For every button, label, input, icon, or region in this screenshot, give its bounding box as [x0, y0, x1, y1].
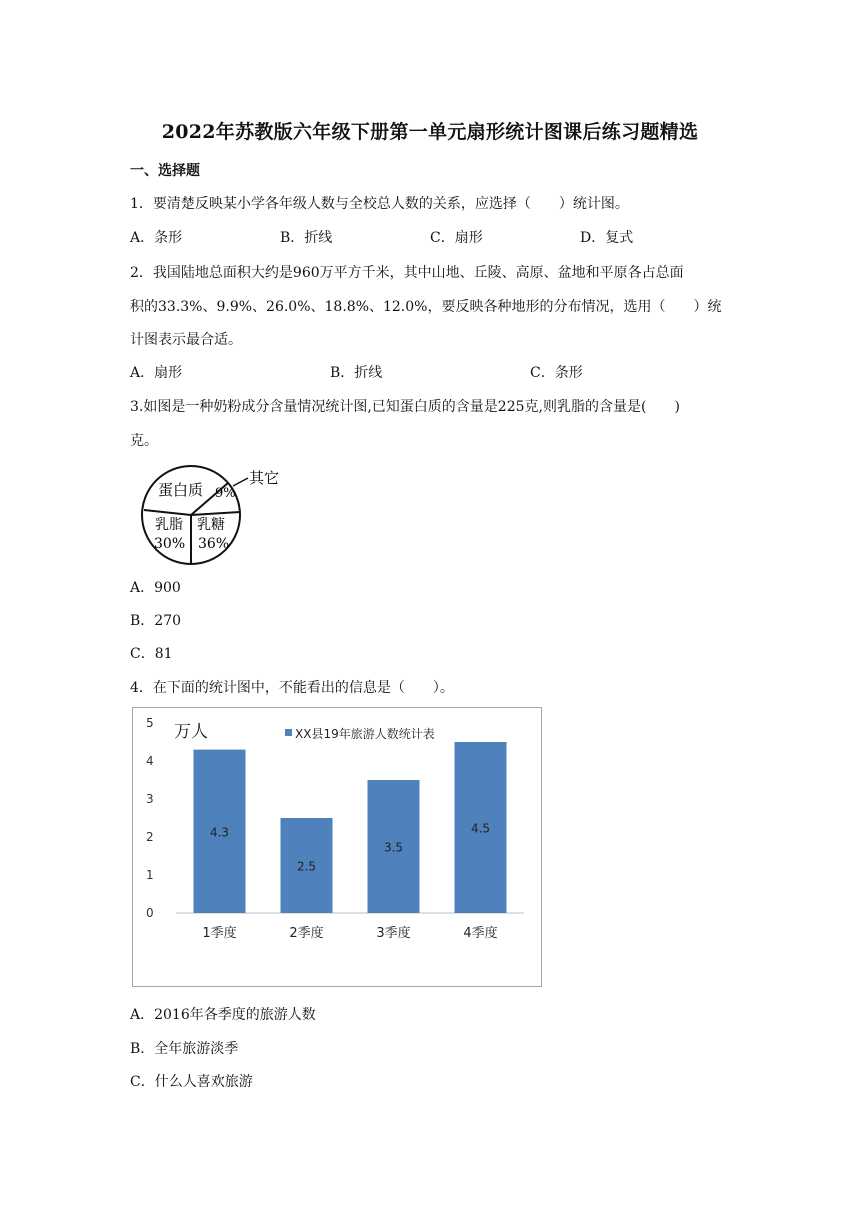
q4-option-c: C．什么人喜欢旅游	[130, 1074, 253, 1090]
question-3-stem-line1: 3.如图是一种奶粉成分含量情况统计图,已知蛋白质的含量是225克,则乳脂的含量是( )	[130, 399, 680, 415]
bar-data-label: 3.5	[383, 840, 404, 855]
legend-label: XX县19年旅游人数统计表	[295, 727, 435, 741]
pie-label-protein: 蛋白质	[158, 481, 204, 499]
pie-label-other-pct: 9%	[215, 486, 236, 501]
y-tick-label: 1	[146, 868, 154, 882]
q3-option-b: B．270	[130, 613, 182, 629]
q1-option-c: C．扇形	[430, 230, 483, 246]
bar-data-label: 4.5	[470, 821, 491, 836]
pie-divider-upper	[191, 512, 240, 515]
y-unit-label: 万人	[174, 722, 208, 742]
pie-label-lactose: 乳糖	[197, 517, 225, 533]
question-1-stem: 1．要清楚反映某小学各年级人数与全校总人数的关系，应选择（ ）统计图。	[130, 196, 629, 212]
pie-label-fat-pct: 30%	[154, 536, 186, 552]
q2-option-a: A．扇形	[130, 365, 183, 381]
q1-option-b: B．折线	[280, 230, 333, 246]
pie-label-other: 其它	[249, 469, 280, 487]
q4-option-b: B．全年旅游淡季	[130, 1041, 239, 1057]
x-category-label: 1季度	[202, 926, 237, 941]
question-4-stem: 4．在下面的统计图中，不能看出的信息是（ ）。	[130, 680, 454, 696]
pie-label-fat: 乳脂	[155, 517, 183, 533]
q3-option-c: C．81	[130, 646, 173, 662]
x-category-label: 2季度	[289, 926, 324, 941]
question-3-stem-line2: 克。	[130, 433, 158, 449]
question-2-stem-line3: 计图表示最合适。	[130, 332, 242, 348]
x-category-label: 4季度	[463, 926, 498, 941]
section-heading: 一、选择题	[130, 163, 200, 179]
pie-leader-line	[233, 478, 248, 486]
page-title: 2022年苏教版六年级下册第一单元扇形统计图课后练习题精选	[161, 121, 699, 143]
q1-option-d: D．复式	[580, 230, 634, 246]
y-tick-label: 3	[146, 792, 154, 806]
q2-option-c: C．条形	[530, 365, 583, 381]
pie-chart	[128, 462, 288, 566]
q2-option-b: B．折线	[330, 365, 383, 381]
q1-option-a: A．条形	[130, 230, 183, 246]
bar-data-label: 2.5	[296, 859, 317, 874]
y-tick-label: 0	[146, 906, 154, 920]
pie-label-lactose-pct: 36%	[198, 536, 230, 552]
pie-divider-left	[144, 510, 191, 515]
y-tick-label: 2	[146, 830, 154, 844]
y-tick-label: 4	[146, 754, 154, 768]
legend-swatch	[285, 729, 292, 736]
bar-chart	[132, 707, 542, 987]
x-category-label: 3季度	[376, 926, 411, 941]
q4-option-a: A．2016年各季度的旅游人数	[130, 1007, 316, 1023]
question-2-stem-line2: 积的33.3%、9.9%、26.0%、18.8%、12.0%，要反映各种地形的分布情况，选用（ ）统	[130, 299, 722, 315]
y-tick-label: 5	[146, 716, 154, 730]
q3-option-a: A．900	[130, 580, 181, 596]
question-2-stem-line1: 2．我国陆地总面积大约是960万平方千米，其中山地、丘陵、高原、盆地和平原各占总面	[130, 265, 684, 281]
bar-data-label: 4.3	[209, 825, 230, 840]
